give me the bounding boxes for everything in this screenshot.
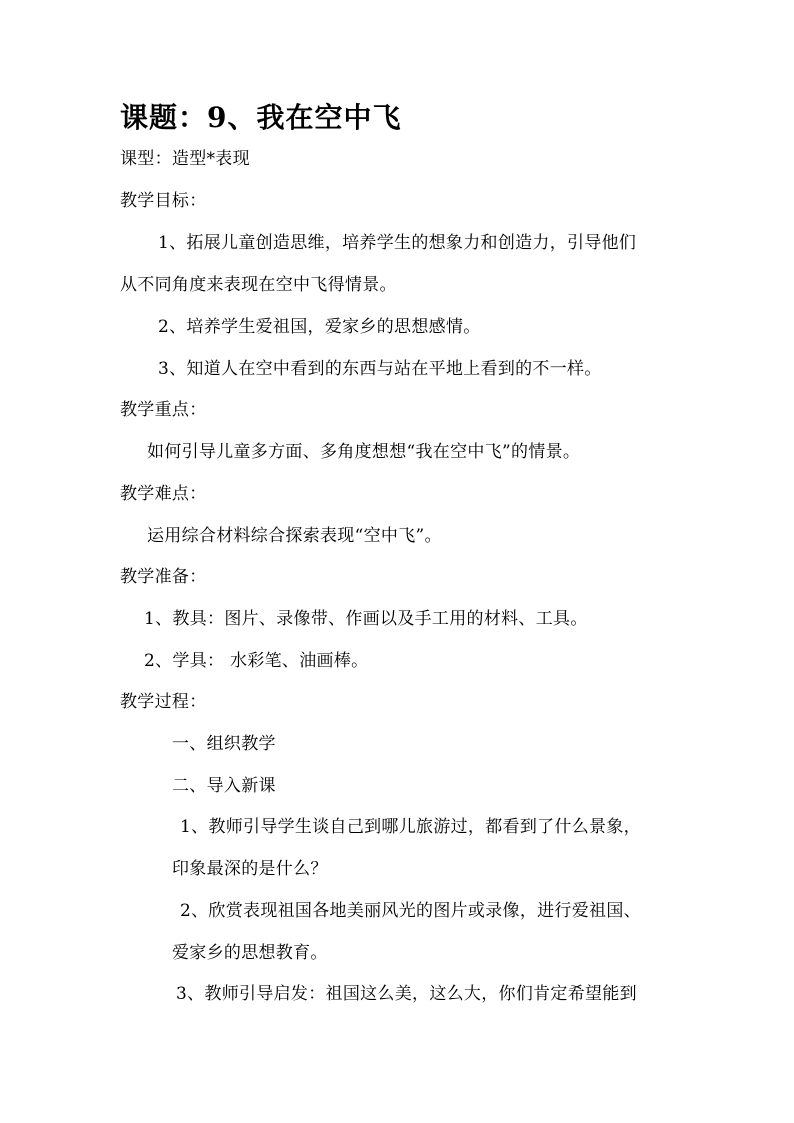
page-title: 课题：9、我在空中飞 — [120, 101, 402, 134]
process-item-3: 3、教师引导启发：祖国这么美，这么大，你们肯定希望能到 — [176, 984, 637, 1004]
lesson-type: 课型：造型*表现 — [120, 149, 250, 169]
difficulty-text: 运用综合材料综合探索表现“空中飞”。 — [147, 526, 442, 546]
process-step-2: 二、导入新课 — [172, 776, 276, 796]
preparation-student-tools: 2、学具： 水彩笔、油画棒。 — [144, 651, 369, 671]
section-heading-difficulties: 教学难点： — [120, 484, 207, 504]
process-step-1: 一、组织教学 — [172, 734, 276, 754]
objective-1-continued: 从不同角度来表现在空中飞得情景。 — [120, 275, 397, 295]
process-item-2: 2、欣赏表现祖国各地美丽风光的图片或录像，进行爱祖国、 — [180, 901, 641, 921]
objective-3: 3、知道人在空中看到的东西与站在平地上看到的不一样。 — [158, 359, 602, 379]
preparation-teacher-tools: 1、教具：图片、录像带、作画以及手工用的材料、工具。 — [144, 609, 588, 629]
section-heading-preparation: 教学准备： — [120, 567, 207, 587]
section-heading-key-points: 教学重点： — [120, 400, 207, 420]
section-heading-process: 教学过程： — [120, 692, 207, 712]
section-heading-objectives: 教学目标： — [120, 191, 207, 211]
objective-1: 1、拓展儿童创造思维，培养学生的想象力和创造力，引导他们 — [158, 233, 637, 253]
key-point-text: 如何引导儿童多方面、多角度想想“我在空中飞”的情景。 — [147, 442, 581, 462]
process-item-1-continued: 印象最深的是什么？ — [172, 859, 328, 879]
process-item-2-continued: 爱家乡的思想教育。 — [172, 943, 328, 963]
process-item-1: 1、教师引导学生谈自己到哪儿旅游过，都看到了什么景象， — [180, 817, 641, 837]
objective-2: 2、培养学生爱祖国，爱家乡的思想感情。 — [158, 317, 481, 337]
